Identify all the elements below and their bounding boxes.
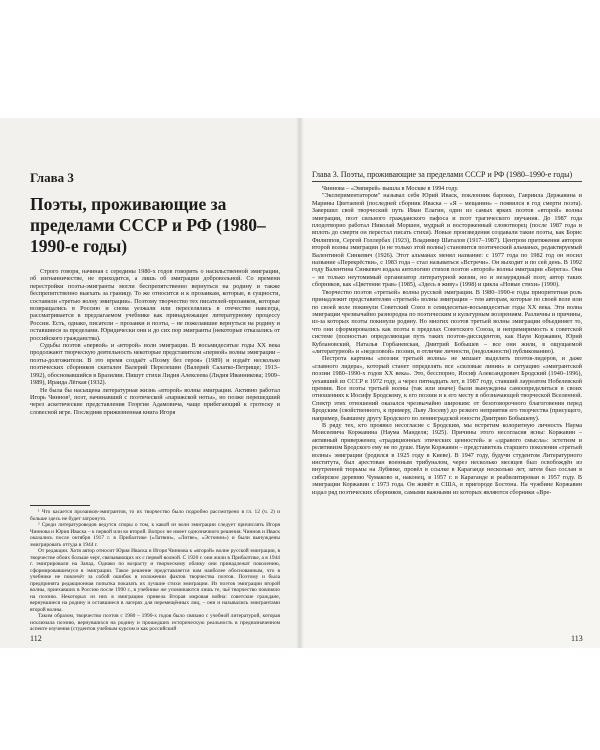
footnote: Таким образом, творчество поэтов с 1980 – 1990-х годов было связано с учебной литературой, которая исключала поэзию, вернувшихся на родину и прошедших историческую реальность в предназначенном аспекте изучения (студентов учебным курсом и как российский — [30, 613, 280, 632]
running-head-rule — [312, 181, 582, 182]
footnote: ¹ Что касается прозаиков-эмигрантов, то их творчество было подробно рассмотрено в гл. 12 (ч. 2) и больше здесь не будет затронуто. — [30, 509, 280, 522]
footnote-rule — [30, 505, 90, 506]
footnote: ² Среди литературоведов ведутся споры о том, к какой из волн эмиграции следует причислять Игоря Чиннова и Юрия Иваска – к первой или ко второй. Вопрос не имеет однозначного решения. Чиннов и Иваск оказались после октября 1917 г. в Прибалтике («Латвии», «Литве», «Эстонии») и были вынуждены эмигрировать оттуда в 1944 г. — [30, 522, 280, 548]
book-spread — [0, 118, 600, 648]
chapter-title: Поэты, проживающие за пределами СССР и РФ (1980–1990-е годы) — [30, 194, 266, 256]
paragraph: "Экспериментатором" называл себя Юрий Иваск, поклонник барокко, Гавриила Державина и Марины Цветаевой (последней сборник Иваска – «Я – мещанин» – появился в год смерти поэта). Завершил свой творческий путь Иван Елагин, один из самых ярких поэтов «второй» волны эмиграции, поэт сильного гражданского пафоса и поэт трагического звучания. До 1987 года плодотворно работал Николай Моршен, мудрый и восторженный словотворец (после 1987 года и вплоть до смерти он перестал писать стихи). Новые произведения создавали такие поэты, как Борис Филиппов, Сергей Голлербах (1923), Владимир Шаталов (1917–1987). Центром притяжения авторов второй волны эмиграции (и не только этой волны) становится поэтический альманах, редактируемый Валентиной Синкевич (1926). Этот альманах менял название: с 1977 года по 1982 год он носил название «Перекрёстки», с 1983 года – стал называться «Встречи». Он выходит и по сей день. В 1992 году Валентина Синкевич издала антологию стихов поэтов «второй» волны эмиграции «Берега». Она – не только неутомимый организатор литературной жизни, но и незаурядный поэт, автор таких сборников, как «Цветение трав» (1985), «Здесь я живу» (1998) и цикла «Новые стихи» (1990). — [312, 192, 582, 289]
chapter-heading: Глава 3 — [30, 170, 74, 185]
paragraph: Пестрота картины «поэзии третьей волны» не мешает выделить поэтов-лидеров, и даже «главного лидера», который станет определять все «силовые линии» и ситуацию «эмигрантской поэзии 1980–1990-х годов XX века». Это, бесспорно, Иосиф Александрович Бродский (1940–1996), уехавший из СССР в 1972 году, а через пятнадцать лет, в 1987 году, ставший лауреатом Нобелевской премии. Все поэты третьей волны (так или иначе) были вынуждены самоопределиться в своих отношениях к Иосифу Бродскому, к его поэзии и к его месту в обозначающей творческой Вселенной. Спектр этих отношений оказался чрезвычайно широким: от безоговорочного благоговения перед Бродским (свойственного, к примеру, Льву Лосеву) до резкого неприятия его творчества (присущего, например, бывшему другу Бродского по ленинградской юности Дмитрию Бобышеву). — [312, 355, 582, 422]
paragraph: Судьбы поэтов «первой» и «второй» волн эмиграции. В восьмидесятые годы XX века продолжают творческую деятельность некоторые представители «первой» волны эмиграции – поэты-долгожители. В это время создаёт «Поэму без героя» (1989) и издаёт несколько поэтических сборников скитален Валерий Перелешин (Валерий Салатко-Петрище; 1913–1992), обосновавшийся в Бразилии. Пишут стихи Лидия Алексеева (Лидия Иванникова; 1909–1989), Ираида Лёгкая (1932). — [30, 342, 280, 387]
footnote: От редакции. Хотя автор относит Юрия Иваска и Игоря Чиннова к «второй» волне русской эмиграции, в творчестве обоих больше черт, связывающих их с первой волной. С 1920 г. они жили в Прибалтике, а в 1944 г. эмигрировали на Запад. Однако по возрасту и творческому облику они принадлежат поколению, сформировавшемуся в эмиграции. Такое решение представляется нам наиболее обоснованным, что в учебнике не повлечёт за собой ошибок в изложении фактов творчества поэтов. Поэтому и была предпринята редакционная попытка показать их лучшие стихи эмиграции. Из поэтов эмиграции второй волны, приехавших в Россию после 1990 г., в учебнике же упоминаются лишь те, чьё творчество повлияло на поэзию. Некоторых из них в эмиграцию привела Вторая мировая война: советские граждане, вернувшиеся на родину и оставшиеся в лагерях для перемещённых лиц, – они и назывались эмигрантами второй волны. — [30, 548, 280, 613]
footnotes — [30, 509, 280, 633]
paragraph: Строго говоря, начиная с середины 1980-х годов говорить о насильственной эмиграции, об изгнанничестве, не приходится, а лишь об эмиграции добровольной. Со времени перестройки поэты-эмигранты могли беспрепятственно вернуться на родину и также беспрепятственно выехать за границу. То же относится и к прозаикам, которые, в сущности, составили «третью волну эмиграции». Поэтому творчество тех писателей-прозаиков, которые возвращались в Россию и снова уезжали или переселялись в отечество навсегда, рассматривается в предлагаемом учебнике как принадлежащее литературному процессу России. Есть, однако, писатели – прозаики и поэты, – не пожелавшие вернуться на родину и оставшиеся за пределами. Юридически они и до сих пор эмигранты (некоторые отказались от российского гражданства). — [30, 268, 280, 342]
left-body-text — [30, 268, 280, 416]
right-page — [300, 118, 600, 648]
page-number: 112 — [30, 634, 42, 643]
paragraph: В ряду тех, кто проявил несогласие с Бродским, мы встретим колоритную личность Наума Моисеевича Коржавина (Наума Манделя; 1925). Причины этого несогласия ясны: Коржавин – активный приверженец «традиционных этических ценностей» и «здравого смысла»: эстетизм и релятивизм Бродского ему не по душе. Наум Коржавин – представитель старшего поколения «третьей волны» эмиграции (родился в 1925 году в Киеве). В 1947 году, будучи студентом Литературного института, был арестован военным трибуналом, через несколько месяцев был освобождён из внутренней тюрьмы на Лубянке, провёл в ссылке в Караганде несколько лет, затем был сослан в сибирское деревню Чумаково и, наконец, в 1957 г. в Караганде и реабилитирован в 1957 году. В эмиграции Коржавин с 1973 года. Он живёт в США, в пригороде Бостона. На чужбине Коржавин издал ряд поэтических сборников, самыми важными из которых являются сборники «Вре- — [312, 422, 582, 496]
paragraph: Чиннова – «Эмпирей» вышла в Москве в 1994 году. — [322, 185, 459, 192]
right-body-text — [312, 185, 582, 496]
book-gutter — [296, 118, 304, 648]
page-number: 113 — [571, 634, 583, 643]
paragraph: Творчество поэтов «третьей» волны русской эмиграции. В 1980–1990-е годы приоритетная роль принадлежит представителям «третьей» волны эмиграции – тем авторам, которые по своей воле или по своей воле покинули Советский Союз в семидесятые-восьмидесятые годы XX века. Эти волна эмиграции чрезвычайно разнородна по поэтическим и культурным воззрениям. Различны и причины, из-за которых поэты покинули родину. Но многих поэтов третьей волны эмиграции объединяет то, что они сформировались как поэты в пределах Советского Союза, и непримиримость к советской системе (полностью определяющая путь таких поэтов-диссидентов, как Наум Коржавин, Юрий Кублановский, Наталья Горбаневская, Дмитрий Бобышев – все они жили, в ощущаемой «литературной» и «неделовой» поэзии, в отличие личности, (недолжности) публикованию). — [312, 288, 582, 355]
left-page — [0, 118, 300, 648]
paragraph: Не была бы насыщена литературная жизнь «второй» волны эмиграции. Активно работал Игорь Чиннов¹, поэт, начинавший с поэтической «парижской ноты», но позже перешедший через аскетические представления Георгия Адамовича, чаще прибегающий к гротеску и словесной игре. Последняя прижизненная книга Игоря — [30, 386, 280, 416]
running-head: Глава 3. Поэты, проживающие за пределами СССР и РФ (1980–1990-е годы) — [312, 170, 573, 179]
